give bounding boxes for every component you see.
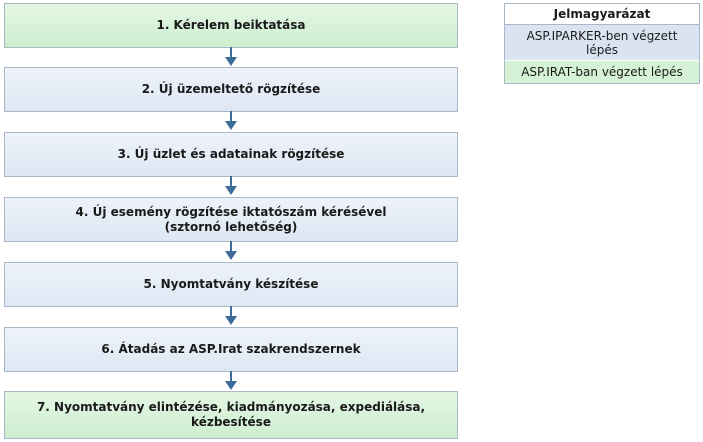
legend-item-label: ASP.IPARKER-ben végzett lépés xyxy=(526,28,678,57)
step-6-atadas xyxy=(4,327,458,372)
legend xyxy=(504,3,700,84)
step-label: 6. Átadás az ASP.Irat szakrendszernek xyxy=(101,342,361,356)
step-1-kerelem-beiktatasa xyxy=(4,3,458,48)
step-label: 4. Új esemény rögzítése iktatószám kérésével (sztornó lehetőség) xyxy=(75,204,387,234)
step-7-nyomtatvany-elintezese xyxy=(4,391,458,439)
step-5-nyomtatvany-keszitese xyxy=(4,262,458,307)
legend-item-label: ASP.IRAT-ban végzett lépés xyxy=(521,65,683,79)
step-label: 7. Nyomtatvány elintézése, kiadmányozása, expediálása, kézbesítése xyxy=(36,400,426,429)
legend-title: Jelmagyarázat xyxy=(505,4,699,25)
step-label: 5. Nyomtatvány készítése xyxy=(143,277,319,291)
arrow-down-icon xyxy=(223,241,239,261)
arrow-down-icon xyxy=(223,47,239,67)
arrow-down-icon xyxy=(223,176,239,196)
step-2-uj-uzemelteto xyxy=(4,67,458,112)
arrow-down-icon xyxy=(223,111,239,131)
step-label: 2. Új üzemeltető rögzítése xyxy=(141,82,321,96)
step-label: 1. Kérelem beiktatása xyxy=(156,18,306,32)
legend-item-iparker xyxy=(505,25,699,61)
legend-item-irat xyxy=(505,61,699,83)
step-3-uj-uzlet xyxy=(4,132,458,177)
arrow-down-icon xyxy=(223,306,239,326)
step-label: 3. Új üzlet és adatainak rögzítése xyxy=(117,147,345,161)
arrow-down-icon xyxy=(223,371,239,391)
step-4-uj-esemeny xyxy=(4,197,458,242)
